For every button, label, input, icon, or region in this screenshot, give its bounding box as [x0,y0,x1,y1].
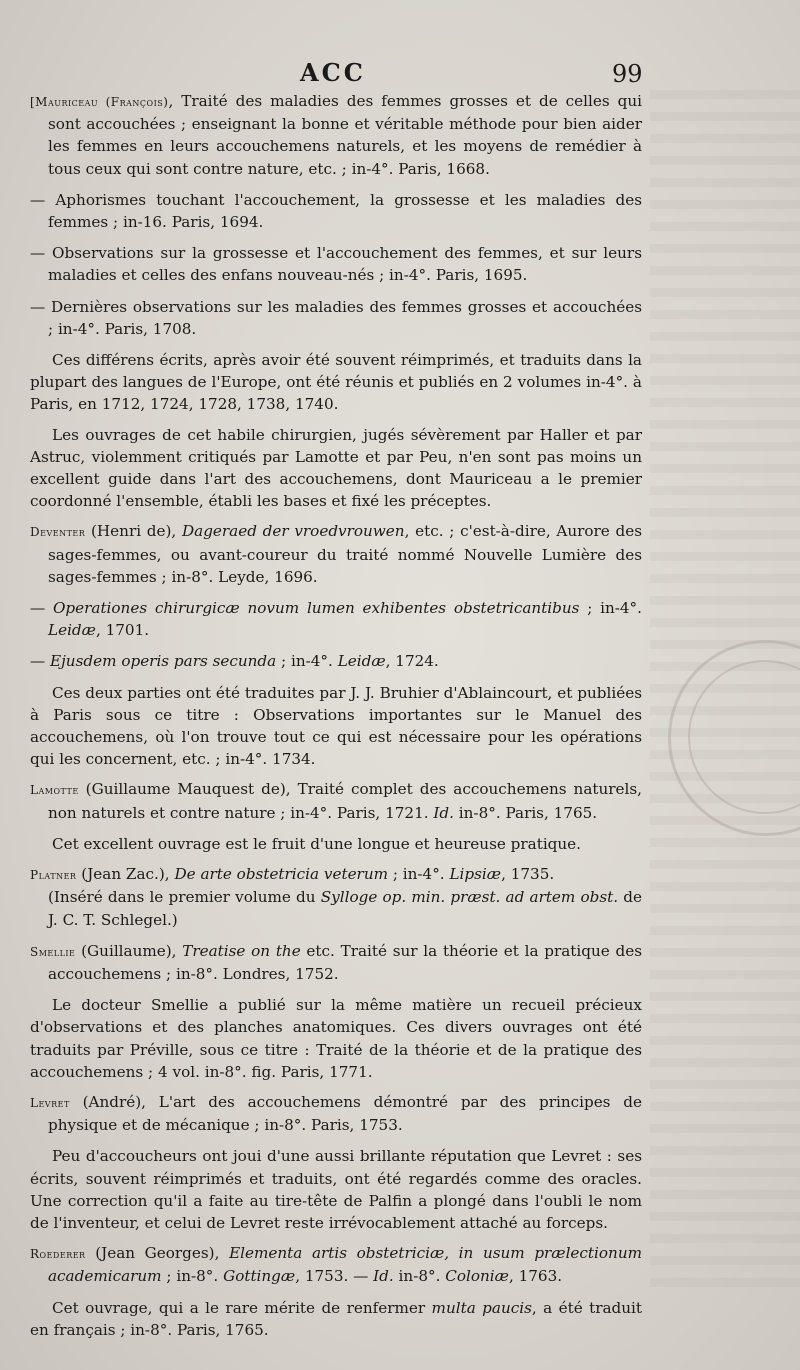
entry-operationes: — Operationes chirurgicæ novum lumen exhibentes obstetricantibus ; in-4°. Leidæ, 1701. [30,599,642,640]
entry-deventer: Deventer (Henri de), Dageraed der vroedvrouwen, etc. ; c'est-à-dire, Aurore des sages-femmes, ou avant-coureur du traité nommé Nouvelle Lumière des sages-femmes ; in-8°. Leyde, 1696. [30,522,642,586]
page-body [30,90,642,1349]
entry-smellie: Smellie (Guillaume), Treatise on the etc. Traité sur la théorie et la pratique des accouchemens ; in-8°. Londres, 1752. [30,941,642,983]
note-paragraph: Cet excellent ouvrage est le fruit d'une longue et heureuse pratique. [52,834,581,853]
entry-observations: — Observations sur la grossesse et l'accouchement des femmes, et sur leurs maladies et celles des enfans nouveau-nés ; in-4°. Paris, 1695. [30,244,642,285]
entry-mauriceau: [Mauriceau (François), Traité des maladies des femmes grosses et de celles qui sont accouchées ; enseignant la bonne et véritable méthode pour bien aider les femmes en leurs accouchemens naturels, et les moyens de remédier à tous ceux qui sont contre nature, etc. ; in-4°. Paris, 1668. [30,92,643,178]
entry-ejusdem: — Ejusdem operis pars secunda ; in-4°. Leidæ, 1724. [30,652,439,671]
note-paragraph: Ces deux parties ont été traduites par J. J. Bruhier d'Ablaincourt, et publiées à Paris sous ce titre : Observations importantes sur le Manuel des accouchemens, où l'on trouve tout ce qui est nécessaire pour les opérations qui les concernent, etc. ; in-4°. 1734. [30,683,642,769]
entry-levret: Levret (André), L'art des accouchemens démontré par des principes de physique et de mécanique ; in-8°. Paris, 1753. [30,1092,642,1135]
note-paragraph: Les ouvrages de cet habile chirurgien, jugés sévèrement par Haller et par Astruc, violemment critiqués par Lamotte et par Peu, n'en sont pas moins un excellent guide dans l'art des accouchemens, dont Mauriceau a le premier coordonné l'ensemble, établi les bases et fixé les préceptes. [30,425,642,511]
entry-lamotte: Lamotte (Guillaume Mauquest de), Traité complet des accouchemens naturels, non naturels et contre nature ; in-4°. Paris, 1721. Id. in-8°. Paris, 1765. [30,780,642,822]
note-paragraph: Ces différens écrits, après avoir été souvent réimprimés, et traduits dans la plupart des langues de l'Europe, ont été réunis et publiés en 2 volumes in-4°. à Paris, en 1712, 1724, 1728, 1738, 1740. [30,351,642,414]
page-number: 99 [612,60,643,88]
note-paragraph: Peu d'accoucheurs ont joui d'une aussi brillante réputation que Levret : ses écrits, souvent réimprimés et traduits, ont été regardés comme des oracles. Une correction qu'il a faite au tire-tête de Palfin a plongé dans l'oubli le nom de l'inventeur, et celui de Levret reste irrévocablement attaché au forceps. [30,1147,642,1232]
entry-aphorismes: — Aphorismes touchant l'accouchement, la grossesse et les maladies des femmes ; in-16. Paris, 1694. [30,190,643,232]
entry-platner: Platner (Jean Zac.), De arte obstetricia veterum ; in-4°. Lipsiæ, 1735. (Inséré dans le premier volume du Sylloge op. min. præst. ad artem obst. de J. C. T. Schlegel.) [30,865,642,929]
entry-dernieres: — Dernières observations sur les maladies des femmes grosses et accouchées ; in-4°. Paris, 1708. [30,297,642,338]
note-paragraph: Le docteur Smellie a publié sur la même matière un recueil précieux d'observations et des planches anatomiques. Ces divers ouvrages ont été traduits par Préville, sous ce titre : Traité de la théorie et de la pratique des accouchemens ; 4 vol. in-8°. fig. Paris, 1771. [30,996,642,1081]
note-paragraph: Cet ouvrage, qui a le rare mérite de renfermer multa paucis, a été traduit en français ; in-8°. Paris, 1765. [30,1298,642,1339]
entry-roederer: Roederer (Jean Georges), Elementa artis obstetriciæ, in usum prælectionum academicarum ; in-8°. Gottingæ, 1753. — Id. in-8°. Coloniæ, 1763. [30,1244,642,1286]
running-head: ACC [300,58,366,87]
